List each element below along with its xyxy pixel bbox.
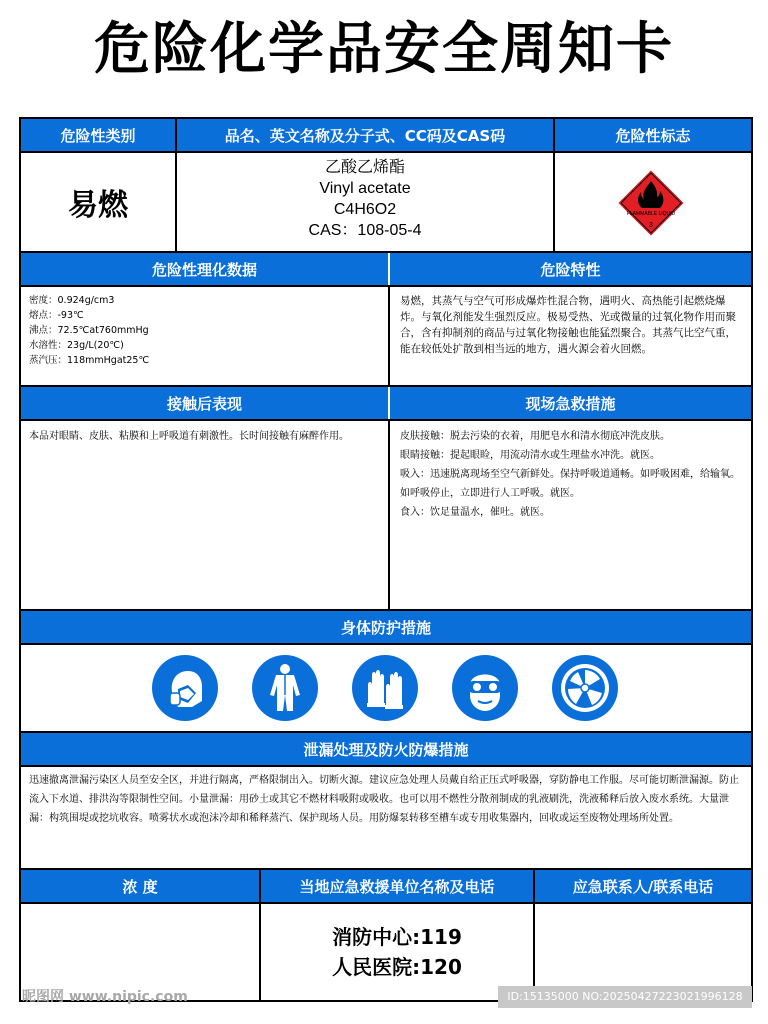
formula: C4H6O2 [333,201,397,218]
category-value: 易燃 [68,188,128,223]
header-firstaid: 现场急救措施 [390,387,751,419]
watermark-left: 昵图网 www.nipic.com [22,989,188,1005]
product-names [177,157,553,251]
hazard-text: 易燃，其蒸气与空气可形成爆炸性混合物，遇明火、高热能引起燃烧爆炸。与氧化剂能发生强烈反应。极易受热、光或微量的过氧化物作用而聚合，含有抑制剂的商品与过氧化物接触也能猛烈聚合。其蒸气比空气重，能在较低处扩散到相当远的地方，遇火源会着火回燃。 [400,295,736,355]
goggles-icon [452,655,518,721]
header-contact: 接触后表现 [21,387,388,419]
physchem-line: 密度：0.924g/cm3 [29,295,115,306]
contact-text: 本品对眼睛、皮肤、粘膜和上呼吸道有刺激性。长时间接触有麻醉作用。 [29,431,349,442]
physchem-line: 熔点：-93℃ [29,310,84,321]
firstaid-line: 吸入：迅速脱离现场至空气新鲜处。保持呼吸道通畅。如呼吸困难，给输氧。如呼吸停止，立即进行人工呼吸。就医。 [400,469,740,499]
firstaid-line: 食入：饮足量温水，催吐。就医。 [400,507,550,518]
header-names: 品名、英文名称及分子式、CC码及CAS码 [177,119,553,151]
name-cn: 乙酸乙烯酯 [324,159,405,176]
gloves-icon [352,655,418,721]
header-emergency-contact: 应急联系人/联系电话 [535,870,751,902]
firstaid-line: 眼睛接触：提起眼睑，用流动清水或生理盐水冲洗。就医。 [400,450,660,461]
svg-text:3: 3 [649,222,653,229]
fire-center-phone: 消防中心:119 [332,925,462,949]
hospital-phone: 人民医院:120 [332,955,462,979]
cas-number: CAS：108-05-4 [308,222,422,239]
ventilation-icon [552,655,618,721]
header-protection: 身体防护措施 [21,611,751,643]
placard-text: FLAMMABLE LIQUID [626,211,676,217]
leak-text: 迅速撤离泄漏污染区人员至安全区，并进行隔离，严格限制出入。切断火源。建议应急处理人员戴自给正压式呼吸器，穿防静电工作服。尽可能切断泄漏源。防止流入下水道、排洪沟等限制性空间。小量泄漏：用砂土或其它不燃材料吸附或吸收。也可以用不燃性分散剂制成的乳液刷洗，洗液稀释后放入废水系统。大量泄漏：构筑围堤或挖坑收容。喷雾状水或泡沫冷却和稀释蒸汽、保护现场人员。用防爆泵转移至槽车或专用收集器内，回收或运至废物处理场所处置。 [29,775,739,824]
protective-suit-icon [252,655,318,721]
firstaid-list [400,427,744,522]
physchem-line: 水溶性：23g/L(20℃) [29,340,124,351]
rescue-phones [261,922,533,982]
header-category: 危险性类别 [21,119,175,151]
physchem-list [29,293,381,368]
watermark-bar [0,986,768,1008]
header-mark: 危险性标志 [555,119,751,151]
header-concentration: 浓 度 [21,870,259,902]
header-leak: 泄漏处理及防火防爆措施 [21,733,751,765]
watermark-right: ID:15135000 NO:20250427223021996128 [498,986,752,1008]
physchem-line: 沸点：72.5℃at760mmHg [29,325,149,336]
name-en: Vinyl acetate [319,180,411,197]
physchem-line: 蒸汽压：118mmHgat25℃ [29,355,150,366]
flammable-placard-icon [615,167,687,239]
header-physchem: 危险性理化数据 [21,253,388,285]
header-rescue-unit: 当地应急救援单位名称及电话 [261,870,533,902]
header-hazard: 危险特性 [390,253,751,285]
firstaid-line: 皮肤接触：脱去污染的衣着，用肥皂水和清水彻底冲洗皮肤。 [400,431,670,442]
safety-card [19,117,753,1002]
page-title: 危险化学品安全周知卡 [94,17,674,82]
gas-mask-icon [152,655,218,721]
